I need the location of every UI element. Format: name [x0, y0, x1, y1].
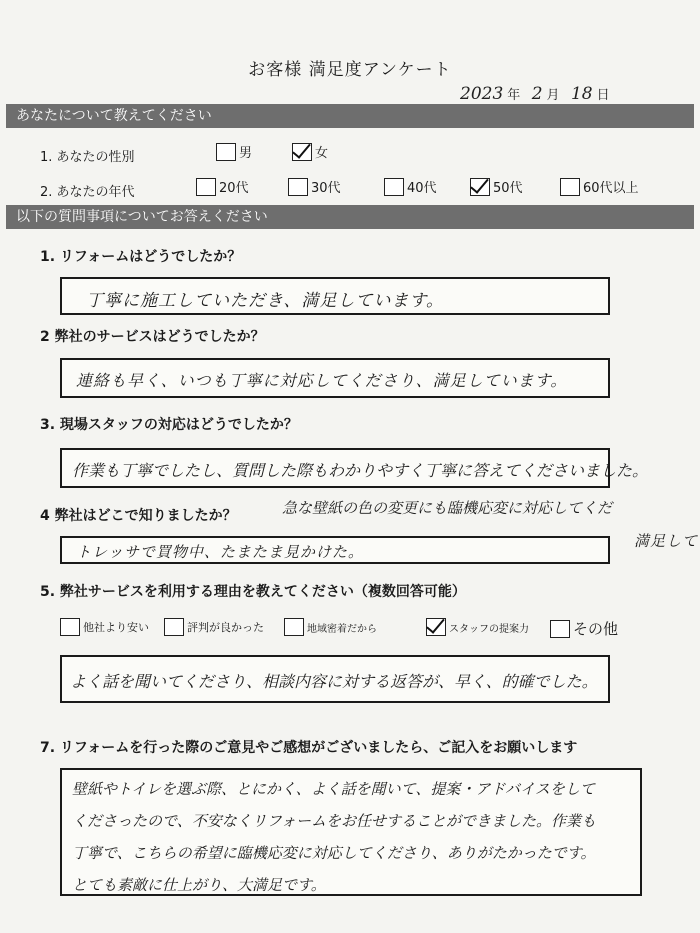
- gender-option-female[interactable]: 女: [292, 142, 328, 161]
- age-option-20s[interactable]: 20代: [196, 177, 249, 196]
- age-label: 2. あなたの年代: [40, 185, 135, 200]
- question-5-answer-box[interactable]: [60, 655, 610, 703]
- question-7-label: 7. リフォームを行った際のご意見やご感想がございましたら、ご記入をお願いします: [40, 740, 578, 756]
- question-5-label: 5. 弊社サービスを利用する理由を教えてください（複数回答可能）: [40, 584, 466, 600]
- question-1-answer: 丁寧に施工していただき、満足しています。: [86, 291, 444, 311]
- checkbox[interactable]: [292, 143, 312, 161]
- question-1-answer-box[interactable]: [60, 277, 610, 315]
- question-7-line-3: 丁寧で、こちらの希望に臨機応変に対応してくださり、ありがたかったです。: [72, 844, 596, 862]
- date-month-unit: 月: [546, 88, 560, 103]
- checkbox[interactable]: [60, 618, 80, 636]
- date-day-unit: 日: [596, 88, 610, 103]
- question-4-answer: トレッサで買物中、たまたま見かけた。: [76, 543, 364, 561]
- question-7-answer-box[interactable]: [60, 768, 642, 896]
- checkbox[interactable]: [470, 178, 490, 196]
- section-header-questions: 以下の質問事項についてお答えください: [6, 205, 694, 229]
- section-header-about-you: あなたについて教えてください: [6, 104, 694, 128]
- question-2-answer: 連絡も早く、いつも丁寧に対応してくださり、満足しています。: [76, 371, 568, 390]
- question-3-answer-box[interactable]: [60, 448, 649, 488]
- date-year-unit: 年: [507, 88, 521, 103]
- checkbox[interactable]: [560, 178, 580, 196]
- gender-option-male[interactable]: 男: [216, 142, 252, 161]
- question-4-label: 4 弊社はどこで知りましたか？: [40, 508, 237, 524]
- checkbox[interactable]: [288, 178, 308, 196]
- question-7-line-4: とても素敵に仕上がり、大満足です。: [72, 876, 326, 894]
- checkbox[interactable]: [384, 178, 404, 196]
- checkbox[interactable]: [550, 620, 570, 638]
- question-2-label: 2 弊社のサービスはどうでしたか？: [40, 329, 265, 345]
- q5-option-reputation[interactable]: 評判が良かった: [164, 618, 264, 636]
- question-4-note-line2: 満足して: [634, 532, 699, 550]
- gender-label: 1. あなたの性別: [40, 150, 135, 165]
- question-4-note-line1: 急な壁紙の色の変更にも臨機応変に対応してくだ: [282, 499, 613, 517]
- question-7-line-1: 壁紙やトイレを選ぶ際、とにかく、よく話を聞いて、提案・アドバイスをして: [72, 780, 595, 798]
- q5-option-cheaper[interactable]: 他社より安い: [60, 618, 149, 636]
- age-option-40s[interactable]: 40代: [384, 177, 437, 196]
- date-month: 2: [531, 84, 543, 104]
- question-7-line-2: くださったので、不安なくリフォームをお任せすることができました。作業も: [72, 812, 596, 830]
- date-day: 18: [570, 84, 593, 104]
- question-5-answer: よく話を聞いてくださり、相談内容に対する返答が、早く、的確でした。: [70, 672, 598, 691]
- question-3-label: 3. 現場スタッフの対応はどうでしたか？: [40, 417, 298, 433]
- question-3-answer: 作業も丁寧でしたし、質問した際もわかりやすく丁寧に答えてくださいました。: [72, 461, 649, 480]
- survey-date: [460, 84, 616, 104]
- age-option-60s-plus[interactable]: 60代以上: [560, 177, 639, 196]
- q5-option-staff-proposal[interactable]: スタッフの提案力: [426, 618, 529, 636]
- checkbox[interactable]: [216, 143, 236, 161]
- question-4-answer-box[interactable]: [60, 536, 610, 564]
- question-1-label: 1. リフォームはどうでしたか？: [40, 249, 242, 265]
- age-option-50s[interactable]: 50代: [470, 177, 523, 196]
- checkbox[interactable]: [284, 618, 304, 636]
- q5-option-other[interactable]: その他: [550, 618, 618, 639]
- page-title: お客様 満足度アンケート: [248, 60, 452, 80]
- question-2-answer-box[interactable]: [60, 358, 610, 398]
- checkbox[interactable]: [426, 618, 446, 636]
- checkbox[interactable]: [196, 178, 216, 196]
- checkbox[interactable]: [164, 618, 184, 636]
- age-option-30s[interactable]: 30代: [288, 177, 341, 196]
- q5-option-local[interactable]: 地域密着だから: [284, 618, 377, 636]
- date-year: 2023: [460, 84, 504, 104]
